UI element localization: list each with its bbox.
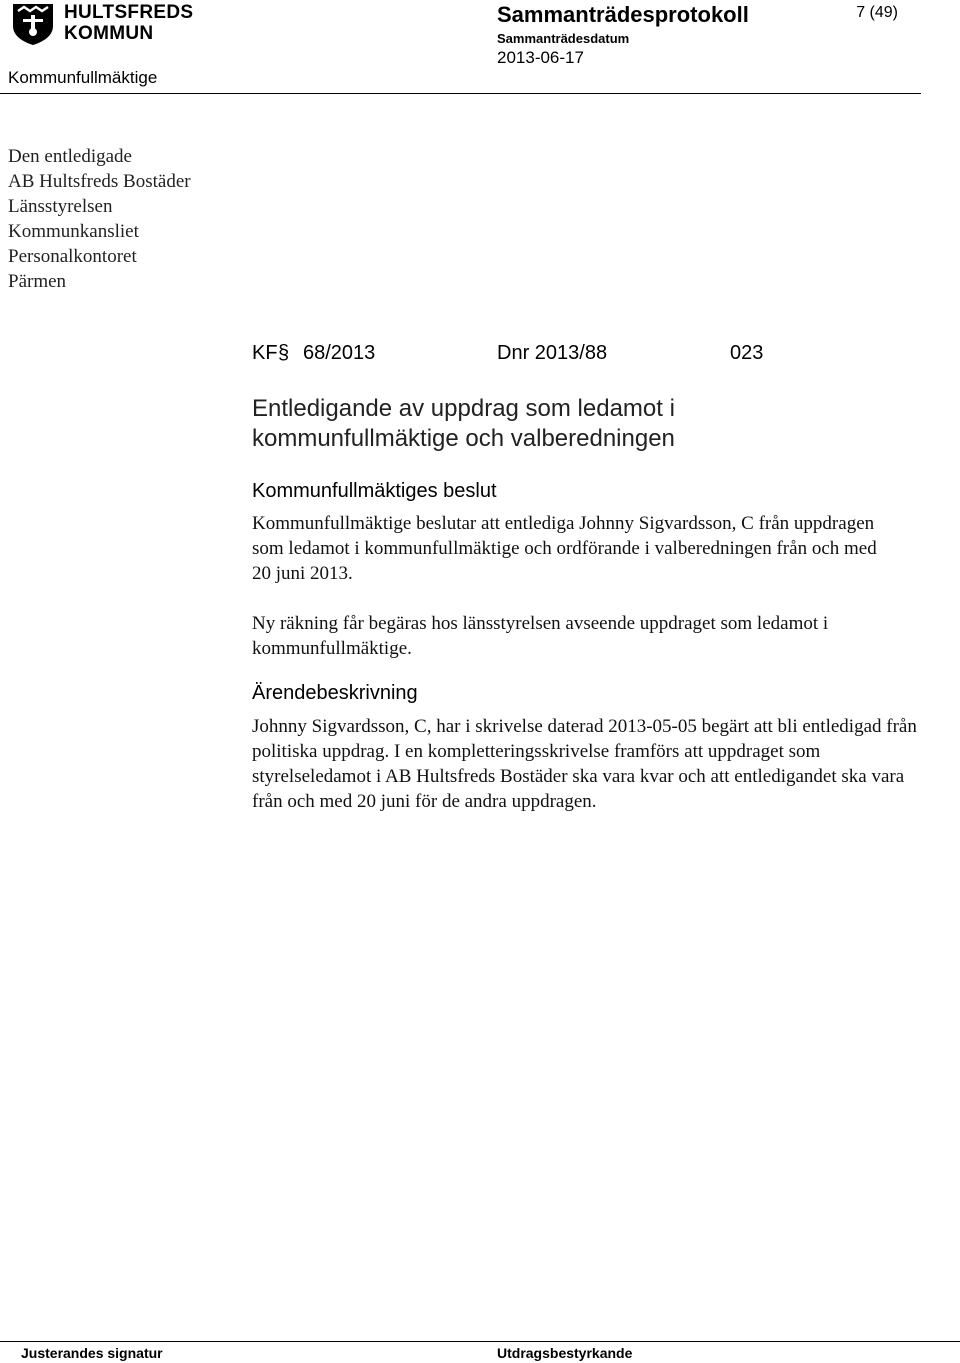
- section-sign-icon: §: [278, 342, 290, 364]
- decision-paragraph: Kommunfullmäktige beslutar att entlediga Johnny Sigvardsson, C från uppdragen som ledamot i kommunfullmäktige och ordförande i valberedningen från och med 20 juni 2013.: [252, 513, 877, 584]
- meeting-date-value: 2013-06-17: [497, 48, 584, 67]
- case-title-text: Entledigande av uppdrag som ledamot i kommunfullmäktige och valberedningen: [252, 395, 675, 452]
- decision-paragraph: Ny räkning får begäras hos länsstyrelsen avseende uppdraget som ledamot i kommunfullmäktige.: [252, 613, 829, 659]
- distribution-item: AB Hultsfreds Bostäder: [8, 171, 191, 192]
- document-type: Sammanträdesprotokoll: [497, 2, 749, 27]
- logo-text: HULTSFREDS KOMMUN: [64, 2, 194, 44]
- body-name: Kommunfullmäktige: [8, 68, 158, 87]
- signature-label: Justerandes signatur: [21, 1345, 163, 1361]
- distribution-item: Personalkontoret: [8, 246, 137, 267]
- kf-number: 68/2013: [303, 342, 376, 364]
- footer-divider: [0, 1341, 960, 1342]
- meeting-date-label: Sammanträdesdatum: [497, 31, 630, 46]
- header-divider: [0, 93, 921, 94]
- distribution-item: Pärmen: [8, 271, 67, 292]
- description-heading: Ärendebeskrivning: [252, 682, 418, 704]
- hultsfreds-kommun-logo: [10, 2, 194, 44]
- distribution-item: Den entledigade: [8, 146, 132, 167]
- certification-label: Utdragsbestyrkande: [497, 1345, 633, 1361]
- diary-number: Dnr 2013/88: [497, 342, 608, 364]
- distribution-item: Kommunkansliet: [8, 221, 139, 242]
- crest-icon: [10, 2, 56, 46]
- case-title: [252, 394, 812, 454]
- distribution-item: Länsstyrelsen: [8, 196, 113, 217]
- decision-heading: Kommunfullmäktiges beslut: [252, 480, 497, 502]
- kf-label: KF: [252, 342, 278, 364]
- distribution-list: [8, 144, 191, 294]
- description-paragraph: Johnny Sigvardsson, C, har i skrivelse daterad 2013-05-05 begärt att bli entledigad från politiska uppdrag. I en kompletteringsskrivelse framförs att uppdraget som styrelseledamot i AB Hultsfreds Bostäder ska vara kvar och att entledigandet ska vara från och med 20 juni för de andra uppdragen.: [252, 716, 917, 812]
- page-number: 7 (49): [856, 4, 898, 21]
- case-code: 023: [730, 342, 764, 364]
